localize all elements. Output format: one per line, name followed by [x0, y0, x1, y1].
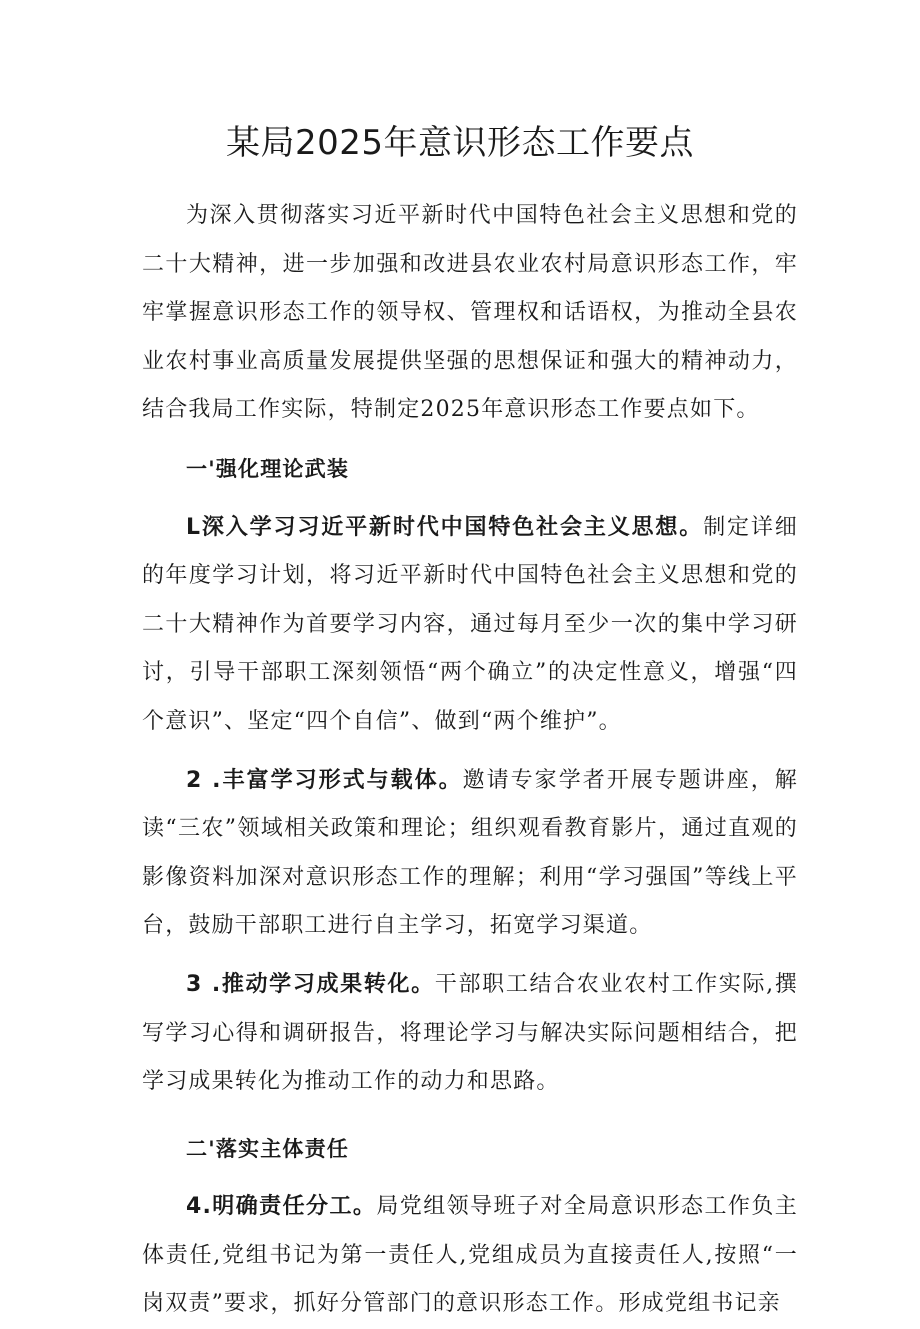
item-lead-1: L深入学习习近平新时代中国特色社会主义思想。: [186, 514, 704, 540]
item-lead-2: 2 .丰富学习形式与载体。: [186, 767, 463, 793]
section-heading-1: 一'强化理论武装: [186, 456, 350, 481]
document-body: [142, 192, 798, 1329]
item-paragraph-1: [142, 504, 798, 747]
item-text-2: 邀请专家学者开展专题讲座，解读“三农”领域相关政策和理论；组织观看教育影片，通过直观的影像资料加深对意识形态工作的理解；利用“学习强国”等线上平台，鼓励干部职工进行自主学习，拓宽学习渠道。: [142, 767, 798, 939]
item-text-1: 制定详细的年度学习计划，将习近平新时代中国特色社会主义思想和党的二十大精神作为首要学习内容，通过每月至少一次的集中学习研讨，引导干部职工深刻领悟“两个确立”的决定性意义，增强“四个意识”、坚定“四个自信”、做到“两个维护”。: [142, 514, 798, 734]
item-paragraph-4: [142, 1183, 798, 1329]
item-lead-3: 3 .推动学习成果转化。: [186, 971, 435, 997]
item-paragraph-2: [142, 757, 798, 951]
document-title: 某局2025年意识形态工作要点: [225, 123, 695, 163]
item-lead-4: 4.明确责任分工。: [186, 1194, 377, 1220]
intro-paragraph: 为深入贯彻落实习近平新时代中国特色社会主义思想和党的二十大精神，进一步加强和改进县农业农村局意识形态工作，牢牢掌握意识形态工作的领导权、管理权和话语权，为推动全县农业农村事业高质量发展提供坚强的思想保证和强大的精神动力，结合我局工作实际，特制定2025年意识形态工作要点如下。: [142, 203, 798, 423]
item-text-4: 局党组领导班子对全局意识形态工作负主体责任,党组书记为第一责任人,党组成员为直接责任人,按照“一岗双责”要求，抓好分管部门的意识形态工作。形成党组书记亲: [142, 1194, 799, 1317]
item-paragraph-3: [142, 961, 798, 1107]
item-text-3: 干部职工结合农业农村工作实际,撰写学习心得和调研报告，将理论学习与解决实际问题相结合，把学习成果转化为推动工作的动力和思路。: [142, 971, 798, 1095]
section-heading-2: 二'落实主体责任: [186, 1136, 350, 1161]
